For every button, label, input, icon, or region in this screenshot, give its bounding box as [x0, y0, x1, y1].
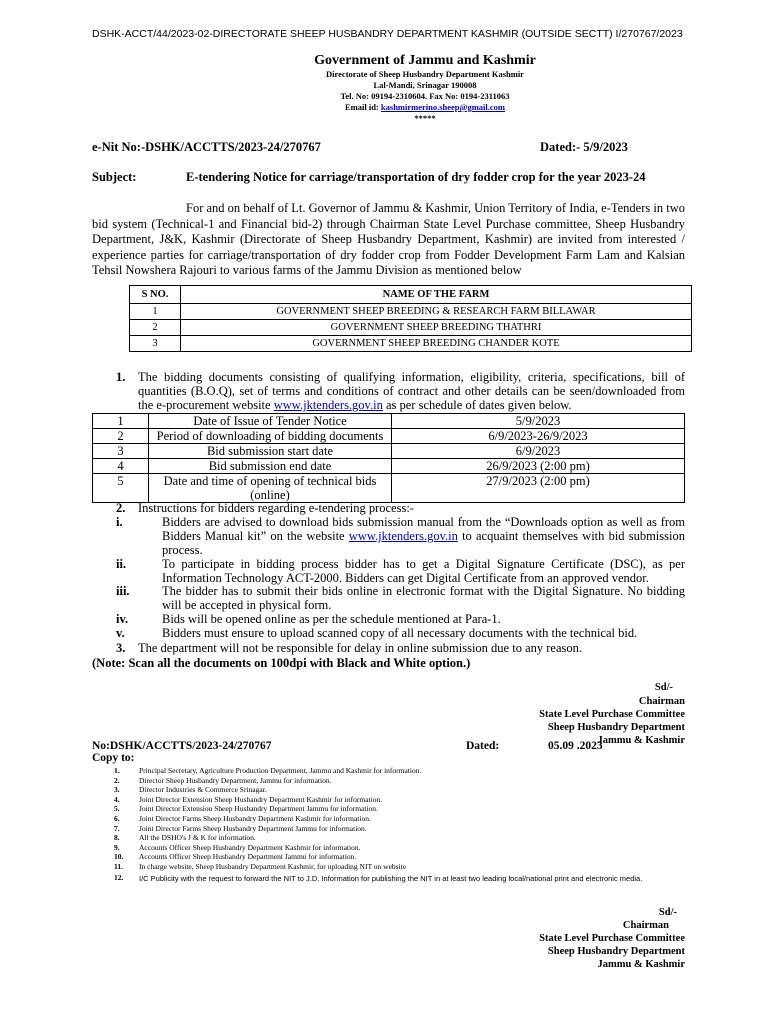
copy-recipient: Director Sheep Husbandry Department, Jammu for information.: [139, 775, 332, 785]
subject-text: E-tendering Notice for carriage/transportation of dry fodder crop for the year 2023-24: [186, 170, 646, 184]
farm-name: GOVERNMENT SHEEP BREEDING CHANDER KOTE: [181, 336, 692, 352]
designation: Chairman: [638, 696, 685, 707]
point2-number: 2.: [116, 501, 126, 515]
email-link[interactable]: kashmirmerino.sheep@gmail.com: [380, 102, 505, 112]
committee: State Level Purchase Committee: [539, 709, 685, 720]
schedule-date: 6/9/2023: [392, 444, 685, 459]
schedule-sno: 4: [93, 459, 149, 474]
schedule-sno: 3: [93, 444, 149, 459]
copy-number: 1.: [114, 766, 120, 775]
place: Jammu & Kashmir: [597, 735, 685, 746]
letterhead: [270, 52, 580, 124]
farm-table-header: [130, 286, 692, 304]
email-label: Email id:: [345, 102, 379, 112]
copy-recipient: In charge website, Sheep Husbandry Department Kashmir, for uploading NIT on website: [139, 862, 407, 871]
notice-date: Dated:- 5/9/2023: [540, 140, 628, 154]
place: Jammu & Kashmir: [597, 959, 685, 970]
copy-number: 3.: [114, 785, 120, 795]
copy-recipient: Joint Director Farms Sheep Husbandry Department Jammu for information.: [139, 823, 367, 833]
copy-number: 11.: [114, 862, 123, 871]
enit-number: e-Nit No:-DSHK/ACCTTS/2023-24/270767: [92, 140, 321, 154]
schedule-event: Date and time of opening of technical bids (online): [149, 474, 392, 503]
point1-number: 1.: [116, 370, 126, 384]
stars: *****: [414, 113, 436, 123]
phone-fax: Tel. No: 09194-2310604. Fax No: 0194-2311063: [340, 91, 510, 101]
schedule-event: Period of downloading of bidding documents: [149, 429, 392, 444]
copy-number: 7.: [114, 823, 120, 833]
header-farm-name: NAME OF THE FARM: [181, 286, 692, 304]
point1-text-b: as per schedule of dates given below.: [385, 398, 572, 412]
signature-block: [539, 681, 685, 747]
instruction-number: v.: [116, 626, 125, 640]
copy-recipient: Joint Director Extension Sheep Husbandry Department Jammu for information.: [139, 804, 378, 814]
point1-text: [138, 370, 685, 412]
endorsement-dated-label: Dated:: [466, 740, 500, 752]
schedule-date: 5/9/2023: [392, 414, 685, 429]
copy-number: 5.: [114, 804, 120, 814]
point2-text: Instructions for bidders regarding e-tendering process:-: [138, 501, 414, 515]
sd-mark: Sd/-: [658, 907, 677, 918]
jktenders-link[interactable]: www.jktenders.gov.in: [348, 529, 458, 543]
schedule-sno: 2: [93, 429, 149, 444]
point3-number: 3.: [116, 641, 126, 655]
schedule-date: 6/9/2023-26/9/2023: [392, 429, 685, 444]
copy-number: 2.: [114, 775, 120, 785]
government-title: Government of Jammu and Kashmir: [314, 53, 536, 68]
point3-text: The department will not be responsible for delay in online submission due to any reason.: [138, 641, 583, 655]
schedule-event: Bid submission end date: [149, 459, 392, 474]
farm-name: GOVERNMENT SHEEP BREEDING THATHRI: [181, 320, 692, 336]
schedule-sno: 1: [93, 414, 149, 429]
jktenders-link[interactable]: www.jktenders.gov.in: [273, 398, 383, 412]
copy-recipient: Principal Secretary, Agriculture Production Department, Jammu and Kashmir for information.: [139, 766, 422, 775]
instruction-number: iii.: [116, 584, 130, 598]
table-row: [93, 459, 685, 474]
signature-block-2: [539, 906, 685, 971]
table-row: [93, 444, 685, 459]
copy-recipient: Accounts Officer Sheep Husbandry Department Jammu for information.: [139, 852, 357, 862]
copy-number: 8.: [114, 833, 120, 843]
farm-sno: 3: [130, 336, 181, 352]
schedule-sno: 5: [93, 474, 149, 503]
directorate-name: Directorate of Sheep Husbandry Department Kashmir: [326, 69, 524, 79]
instruction-number: iv.: [116, 612, 129, 626]
copy-number: 12.: [114, 873, 124, 882]
table-row: [130, 320, 692, 336]
department: Sheep Husbandry Department: [547, 946, 685, 957]
sd-mark: Sd/-: [654, 682, 673, 693]
table-row: [130, 336, 692, 352]
address: Lal-Mandi, Srinagar 190008: [373, 80, 477, 90]
file-reference: DSHK-ACCT/44/2023-02-DIRECTORATE SHEEP HUSBANDRY DEPARTMENT KASHMIR (OUTSIDE SECTT) I/270767/2023: [92, 28, 683, 40]
designation: Chairman: [622, 920, 669, 931]
table-row: [93, 474, 685, 503]
instruction-number: ii.: [116, 557, 127, 571]
table-row: [130, 304, 692, 320]
schedule-date: 27/9/2023 (2:00 pm): [392, 474, 685, 503]
intro-paragraph: For and on behalf of Lt. Governor of Jammu & Kashmir, Union Territory of India, e-Tenders in two bid system (Technical-1 and Financial bid-2) through Chairman State Level Purchase committee, Sheep Husbandry Department, J&K, Kashmir (Directorate of Sheep Husbandry Department, Kashmir) are invited from interested / experience parties for carriage/transportation of dry fodder crop from Fodder Development Farm Lam and Kalsian Tehsil Nowshera Rajouri to various farms of the Jammu Division as mentioned below: [92, 201, 685, 277]
schedule-table: [92, 413, 685, 503]
schedule-event: Bid submission start date: [149, 444, 392, 459]
table-row: [93, 414, 685, 429]
point1-text-a: The bidding documents consisting of qualifying information, eligibility, criteria, specifications, bill of quantities (B.O.Q), set of terms and conditions of contract and other details can be seen/downloaded from the e-procurement website: [138, 370, 685, 412]
instruction-text: to acquaint themselves with bid submission process.: [162, 529, 685, 557]
copy-recipient: Joint Director Farms Sheep Husbandry Department Kashmir for information.: [139, 814, 371, 823]
endorsement-number: No:DSHK/ACCTTS/2023-24/270767: [92, 740, 272, 752]
scan-note: (Note: Scan all the documents on 100dpi with Black and White option.): [92, 656, 471, 670]
committee: State Level Purchase Committee: [539, 933, 685, 944]
instruction-ii: To participate in bidding process bidder has to get a Digital Signature Certificate (DSC), as per Information Technology ACT-2000. Bidders can get Digital Certificate from an approved vendor.: [162, 557, 685, 585]
table-row: [93, 429, 685, 444]
copy-number: 4.: [114, 794, 120, 804]
header-sno: S NO.: [130, 286, 181, 304]
copy-recipient: Director Industries & Commerce Srinagar.: [139, 785, 267, 795]
schedule-event: Date of Issue of Tender Notice: [149, 414, 392, 429]
instruction-i: [162, 515, 685, 557]
instruction-iv: Bids will be opened online as per the schedule mentioned at Para-1.: [162, 612, 501, 626]
instruction-number: i.: [116, 515, 123, 529]
copy-recipient: Accounts Officer Sheep Husbandry Department Kashmir for information.: [139, 842, 361, 852]
schedule-date: 26/9/2023 (2:00 pm): [392, 459, 685, 474]
farm-name: GOVERNMENT SHEEP BREEDING & RESEARCH FARM BILLAWAR: [181, 304, 692, 320]
email-line: [270, 102, 580, 113]
subject-label: Subject:: [92, 170, 137, 184]
copy-recipient: Joint Director Extension Sheep Husbandry Department Kashmir for information.: [139, 794, 383, 804]
copy-number: 9.: [114, 842, 120, 852]
farm-table: [129, 285, 692, 352]
endorsement-date: 05.09 .2023: [548, 740, 603, 752]
copy-number: 6.: [114, 814, 120, 823]
instruction-iii: The bidder has to submit their bids online in electronic format with the Digital Signature. No bidding will be accepted in physical form.: [162, 584, 685, 612]
department: Sheep Husbandry Department: [547, 722, 685, 733]
instruction-text: Bidders are advised to download bids submission manual from the “Downloads option as well as from Bidders Manual kit” on the website: [162, 515, 685, 543]
instruction-v: Bidders must ensure to upload scanned copy of all necessary documents with the technical bid.: [162, 626, 638, 640]
copy-to-label: Copy to:: [92, 752, 135, 764]
copy-recipient: All the DSHO's J & K for information.: [139, 833, 256, 843]
farm-sno: 1: [130, 304, 181, 320]
copy-recipient: I/C Publicity with the request to forward the NIT to J.D. Information for publishing the NIT in at least two leading local/national print and electronic media.: [139, 874, 643, 883]
copy-number: 10.: [114, 852, 124, 862]
farm-sno: 2: [130, 320, 181, 336]
